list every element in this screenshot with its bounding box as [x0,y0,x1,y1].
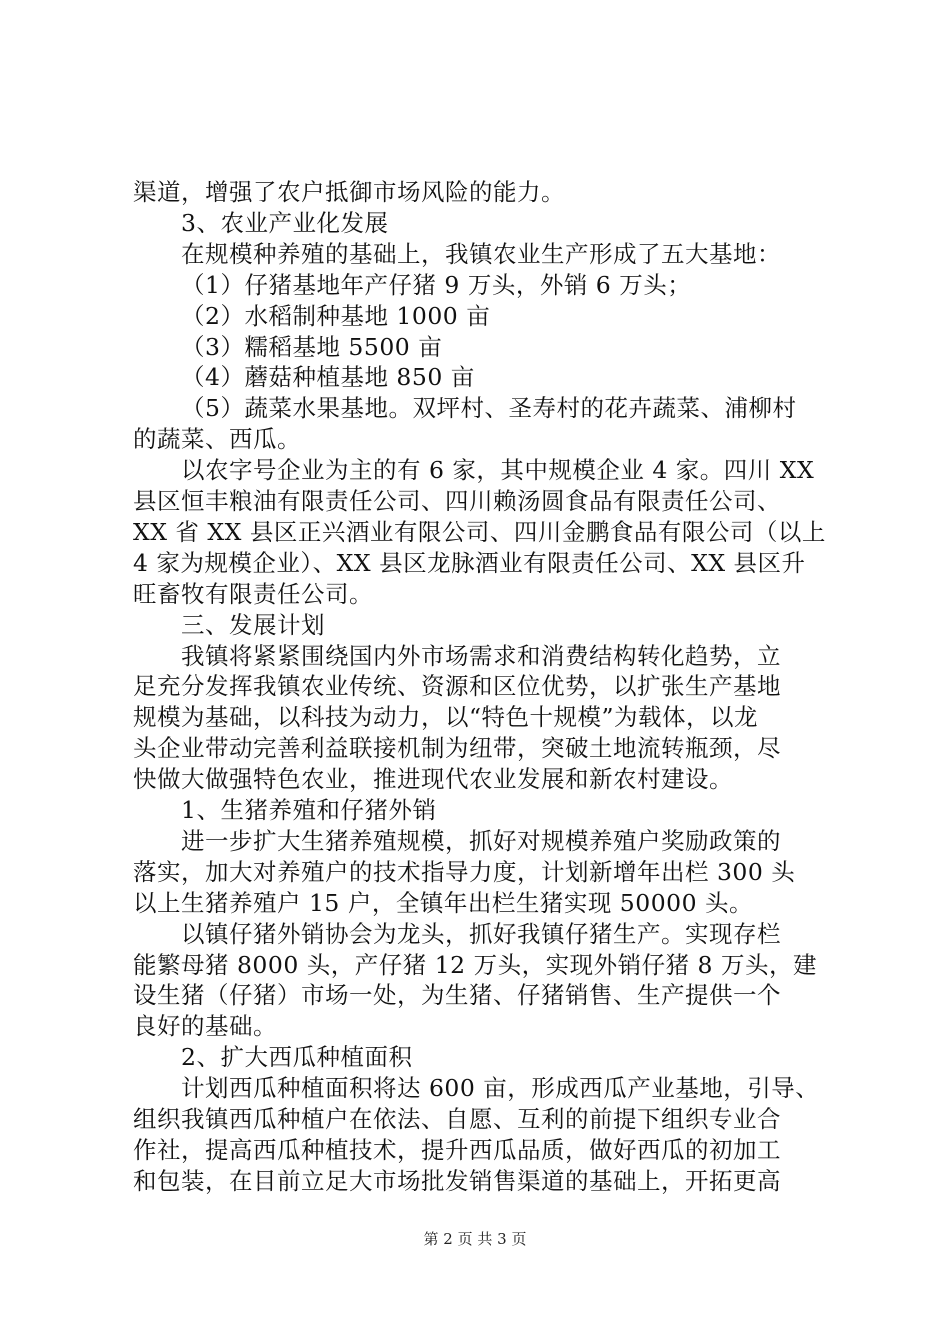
text-line: 设生猪（仔猪）市场一处，为生猪、仔猪销售、生产提供一个 [133,981,781,1010]
page-footer: 第 2 页 共 3 页 [423,1230,527,1248]
text-line: （1）仔猪基地年产仔猪 9 万头，外销 6 万头； [181,270,692,299]
text-line: 1、生猪养殖和仔猪外销 [181,796,437,824]
text-line: 计划西瓜种植面积将达 600 亩，形成西瓜产业基地，引导、 [181,1074,820,1103]
text-line: 我镇将紧紧围绕国内外市场需求和消费结构转化趋势，立 [181,641,781,670]
text-line: （4）蘑菇种植基地 850 亩 [181,363,475,392]
text-line: 县区恒丰粮油有限责任公司、四川赖汤圆食品有限责任公司、 [133,487,781,515]
text-line: 能繁母猪 8000 头，产仔猪 12 万头，实现外销仔猪 8 万头，建 [133,950,817,979]
text-line: 3、农业产业化发展 [181,208,389,237]
text-line: （2）水稻制种基地 1000 亩 [181,301,491,330]
text-line: 落实，加大对养殖户的技术指导力度，计划新增年出栏 300 头 [133,857,796,886]
text-line: 快做大做强特色农业，推进现代农业发展和新农村建设。 [133,765,733,794]
text-line: 规模为基础，以科技为动力，以“特色十规模”为载体，以龙 [133,703,759,732]
text-line: 和包装，在目前立足大市场批发销售渠道的基础上，开拓更高 [133,1166,781,1195]
text-line: 旺畜牧有限责任公司。 [133,579,373,608]
text-line: XX 省 XX 县区正兴酒业有限公司、四川金鹏食品有限公司（以上 [133,517,826,546]
text-line: 以镇仔猪外销协会为龙头，抓好我镇仔猪生产。实现存栏 [181,919,781,948]
text-line: 作社，提高西瓜种植技术，提升西瓜品质，做好西瓜的初加工 [133,1135,781,1164]
text-line: 的蔬菜、西瓜。 [133,425,301,454]
text-line: （3）糯稻基地 5500 亩 [181,332,443,361]
text-line: 以上生猪养殖户 15 户，全镇年出栏生猪实现 50000 头。 [133,888,754,917]
text-line: 头企业带动完善利益联接机制为纽带，突破土地流转瓶颈，尽 [133,734,781,763]
text-line: 三、发展计划 [181,610,325,639]
text-line: 4 家为规模企业）、XX 县区龙脉酒业有限责任公司、XX 县区升 [133,548,806,577]
text-line: （5）蔬菜水果基地。双坪村、圣寿村的花卉蔬菜、浦柳村 [181,394,797,423]
text-line: 进一步扩大生猪养殖规模，抓好对规模养殖户奖励政策的 [181,826,781,855]
text-line: 2、扩大西瓜种植面积 [181,1043,413,1072]
text-line: 渠道，增强了农户抵御市场风险的能力。 [133,178,565,206]
text-line: 组织我镇西瓜种植户在依法、自愿、互利的前提下组织专业合 [133,1105,781,1133]
text-line: 以农字号企业为主的有 6 家，其中规模企业 4 家。四川 XX [181,456,815,485]
text-line: 良好的基础。 [133,1012,277,1041]
text-line: 在规模种养殖的基础上，我镇农业生产形成了五大基地： [181,239,781,268]
text-line: 足充分发挥我镇农业传统、资源和区位优势，以扩张生产基地 [133,672,781,701]
